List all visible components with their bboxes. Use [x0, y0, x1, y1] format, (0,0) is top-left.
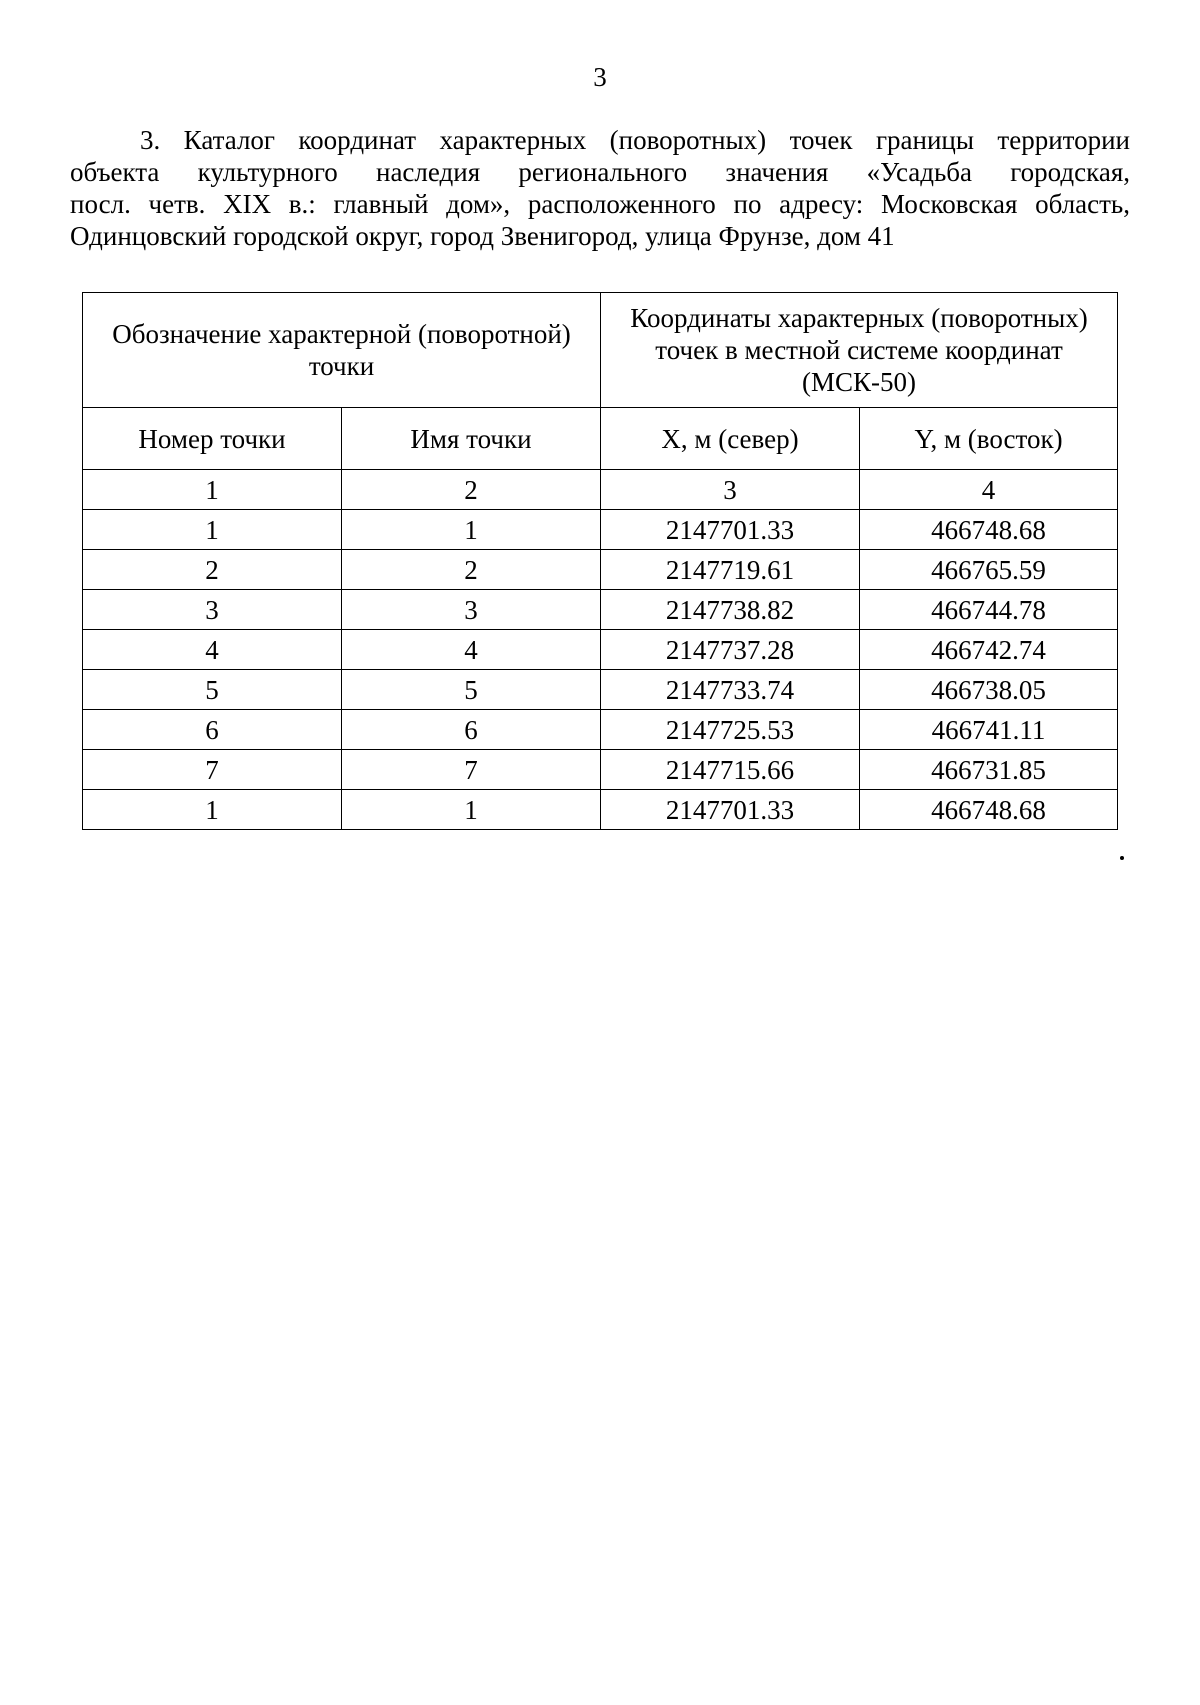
header-designation: Обозначение характерной (поворотной) точки [83, 293, 601, 408]
cell-name: 2 [342, 550, 601, 590]
cell-number: 2 [83, 550, 342, 590]
cell-y: 466765.59 [860, 550, 1118, 590]
column-index: 3 [601, 470, 860, 510]
column-index: 4 [860, 470, 1118, 510]
header-coordinates: Координаты характерных (поворотных) точек в местной системе координат (МСК-50) [601, 293, 1118, 408]
cell-name: 3 [342, 590, 601, 630]
cell-number: 3 [83, 590, 342, 630]
header-x: X, м (север) [601, 408, 860, 470]
cell-x: 2147701.33 [601, 790, 860, 830]
cell-x: 2147701.33 [601, 510, 860, 550]
cell-name: 7 [342, 750, 601, 790]
table-row [83, 710, 1118, 750]
cell-name: 1 [342, 510, 601, 550]
table-row [83, 630, 1118, 670]
intro-paragraph [70, 124, 1130, 252]
table-row [83, 790, 1118, 830]
cell-y: 466744.78 [860, 590, 1118, 630]
cell-x: 2147725.53 [601, 710, 860, 750]
intro-line-3: посл. четв. XIX в.: главный дом», расположенного по адресу: Московская область, [70, 189, 1130, 219]
table-row [83, 750, 1118, 790]
intro-line-2: объекта культурного наследия регионального значения «Усадьба городская, [70, 157, 1130, 187]
intro-line-1: 3. Каталог координат характерных (поворотных) точек границы территории [140, 125, 1130, 155]
cell-number: 5 [83, 670, 342, 710]
cell-number: 6 [83, 710, 342, 750]
cell-x: 2147733.74 [601, 670, 860, 710]
cell-y: 466738.05 [860, 670, 1118, 710]
column-index: 2 [342, 470, 601, 510]
table-header-row-1 [83, 293, 1118, 408]
cell-y: 466742.74 [860, 630, 1118, 670]
cell-number: 7 [83, 750, 342, 790]
cell-number: 4 [83, 630, 342, 670]
coordinates-table [82, 292, 1118, 830]
cell-x: 2147738.82 [601, 590, 860, 630]
intro-line-4: Одинцовский городской округ, город Звенигород, улица Фрунзе, дом 41 [70, 221, 895, 251]
header-point-number: Номер точки [83, 408, 342, 470]
header-y: Y, м (восток) [860, 408, 1118, 470]
cell-y: 466748.68 [860, 510, 1118, 550]
page-number: 3 [593, 62, 607, 92]
cell-number: 1 [83, 790, 342, 830]
column-index: 1 [83, 470, 342, 510]
table-row [83, 670, 1118, 710]
cell-x: 2147737.28 [601, 630, 860, 670]
cell-y: 466748.68 [860, 790, 1118, 830]
header-point-name: Имя точки [342, 408, 601, 470]
table-header-row-2 [83, 408, 1118, 470]
column-index-row [83, 470, 1118, 510]
table-row [83, 550, 1118, 590]
cell-name: 1 [342, 790, 601, 830]
cell-x: 2147715.66 [601, 750, 860, 790]
cell-y: 466741.11 [860, 710, 1118, 750]
cell-name: 6 [342, 710, 601, 750]
cell-name: 5 [342, 670, 601, 710]
table-row [83, 510, 1118, 550]
cell-x: 2147719.61 [601, 550, 860, 590]
table-row [83, 590, 1118, 630]
cell-number: 1 [83, 510, 342, 550]
cell-y: 466731.85 [860, 750, 1118, 790]
stray-dot [1120, 856, 1124, 860]
cell-name: 4 [342, 630, 601, 670]
